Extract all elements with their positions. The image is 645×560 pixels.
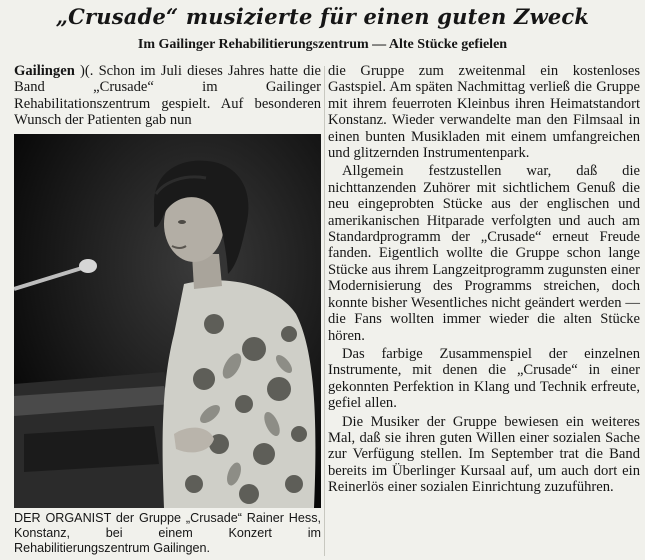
lead-paragraph bbox=[14, 63, 321, 129]
article-column-right bbox=[328, 63, 640, 496]
paragraph-instruments: Das farbige Zusammenspiel der einzelnen Instrumente, mit denen die „Crusade“ in einer gekonnten Perfektion in Klang und Technik erfreute, gefiel allen. bbox=[328, 345, 640, 412]
paragraph-continuation: die Gruppe zum zweitenmal ein kostenloses Gastspiel. Am späten Nachmittag verließ die Gruppe mit ihrem feuerroten Kleinbus ihren Heimatstandort Konstanz. Wieder verwandelte man den Filmsaal in einen bunten Musikladen mit einem umfangreichen und glitzernden Instrumentenpark. bbox=[328, 63, 640, 162]
organist-photo-image bbox=[14, 134, 321, 508]
lead-text: )(. Schon im Juli dieses Jahres hatte die Band „Crusade“ im Gailinger Rehabilitationszentrum gespielt. Auf besonderen Wunsch der Patienten gab nun bbox=[14, 63, 321, 129]
organist-photo bbox=[14, 134, 321, 508]
subheadline: Im Gailinger Rehabilitierungszentrum — Alte Stücke gefielen bbox=[137, 37, 508, 52]
article-column-left bbox=[14, 63, 321, 129]
paragraph-charity: Die Musiker der Gruppe bewiesen ein weiteres Mal, daß sie ihren guten Willen einer sozialen Sache zur Verfügung stellen. Im September trat die Band bereits im Überlinger Kursaal auf, um auch dort ein Reinerlös einer sozialen Einrichtung zuzuführen. bbox=[328, 413, 640, 496]
column-divider bbox=[324, 66, 325, 556]
photo-caption: DER ORGANIST der Gruppe „Crusade“ Rainer Hess, Konstanz, bei einem Konzert im Rehabilitierungszentrum Gailingen. bbox=[14, 511, 321, 556]
paragraph-audience: Allgemein festzustellen war, daß die nichttanzenden Zuhörer mit sichtlichem Genuß die neu eingeprobten Stücke aus der englischen und amerikanischen Hitparade verfolgten und auch am Standardprogramm der „Crusade“ erneut Freude fanden. Eigentlich wollte die Gruppe schon lange Stücke aus ihrem Langzeitprogramm zugunsten einer Modernisierung des Programms streichen, doch konnte bisher Wesentliches nicht geändert werden — die Fans wollten immer wieder die alten Stücke hören. bbox=[328, 163, 640, 344]
headline: „Crusade“ musizierte für einen guten Zweck bbox=[55, 4, 590, 29]
dateline: Gailingen bbox=[14, 63, 75, 79]
